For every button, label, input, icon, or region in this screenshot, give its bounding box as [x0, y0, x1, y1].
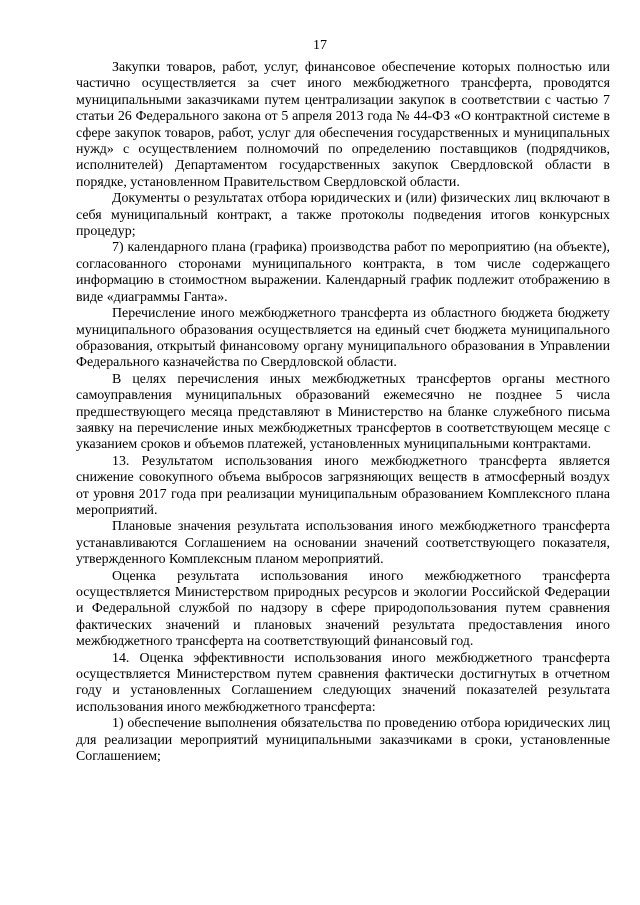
paragraph-transfer-account: Перечисление иного межбюджетного трансферта из областного бюджета бюджету муниципального образования осуществляется на единый счет бюджета муниципального образования, открытый финансовому органу муниципального образования в Управлении Федерального казначейства по Свердловской области. [76, 306, 610, 371]
page-number: 17 [313, 38, 327, 53]
paragraph-item-14-efficiency: 14. Оценка эффективности использования иного межбюджетного трансферта осуществляется Министерством путем сравнения фактически достигнутых в отчетном году и установленных Соглашением следующих значений показателей результата использования иного межбюджетного трансферта: [76, 650, 610, 715]
document-body [76, 60, 610, 765]
paragraph-result-assessment: Оценка результата использования иного межбюджетного трансферта осуществляется Министерством природных ресурсов и экологии Российской Федерации и Федеральной службой по надзору в сфере природопользования путем сравнения фактических значений и плановых значений результата предоставления иного межбюджетного трансферта на соответствующий финансовый год. [76, 568, 610, 650]
paragraph-item-7-schedule: 7) календарного плана (графика) производства работ по мероприятию (на объекте), согласованного сторонами муниципального контракта, в том числе содержащего информацию в стоимостном выражении. Календарный график подлежит отображению в виде «диаграммы Ганта». [76, 240, 610, 305]
paragraph-item-1-obligation: 1) обеспечение выполнения обязательства по проведению отбора юридических лиц для реализации мероприятий муниципальными заказчиками в сроки, установленные Соглашением; [76, 716, 610, 765]
paragraph-monthly-request: В целях перечисления иных межбюджетных трансфертов органы местного самоуправления муниципальных образований ежемесячно не позднее 5 числа предшествующего месяца представляют в Министерство на бланке служебного письма заявку на перечисление иных межбюджетных трансфертов в соответствующем месяце с указанием сроков и объемов платежей, установленных муниципальными контрактами. [76, 371, 610, 453]
paragraph-selection-documents: Документы о результатах отбора юридических и (или) физических лиц включают в себя муниципальный контракт, а также протоколы подведения итогов конкурсных процедур; [76, 191, 610, 240]
paragraph-procurement: Закупки товаров, работ, услуг, финансовое обеспечение которых полностью или частично осуществляется за счет иного межбюджетного трансферта, проводятся муниципальными заказчиками путем централизации закупок в соответствии с частью 7 статьи 26 Федерального закона от 5 апреля 2013 года № 44-ФЗ «О контрактной системе в сфере закупок товаров, работ, услуг для обеспечения государственных и муниципальных нужд» с осуществлением полномочий по определению поставщиков (подрядчиков, исполнителей) Департаментом государственных закупок Свердловской области в порядке, установленном Правительством Свердловской области. [76, 60, 610, 190]
paragraph-item-13-result: 13. Результатом использования иного межбюджетного трансферта является снижение совокупного объема выбросов загрязняющих веществ в атмосферный воздух от уровня 2017 года при реализации муниципальным образованием Комплексного плана мероприятий. [76, 453, 610, 518]
paragraph-planned-values: Плановые значения результата использования иного межбюджетного трансферта устанавливаются Соглашением на основании значений соответствующего показателя, утвержденного Комплексным планом мероприятий. [76, 519, 610, 568]
